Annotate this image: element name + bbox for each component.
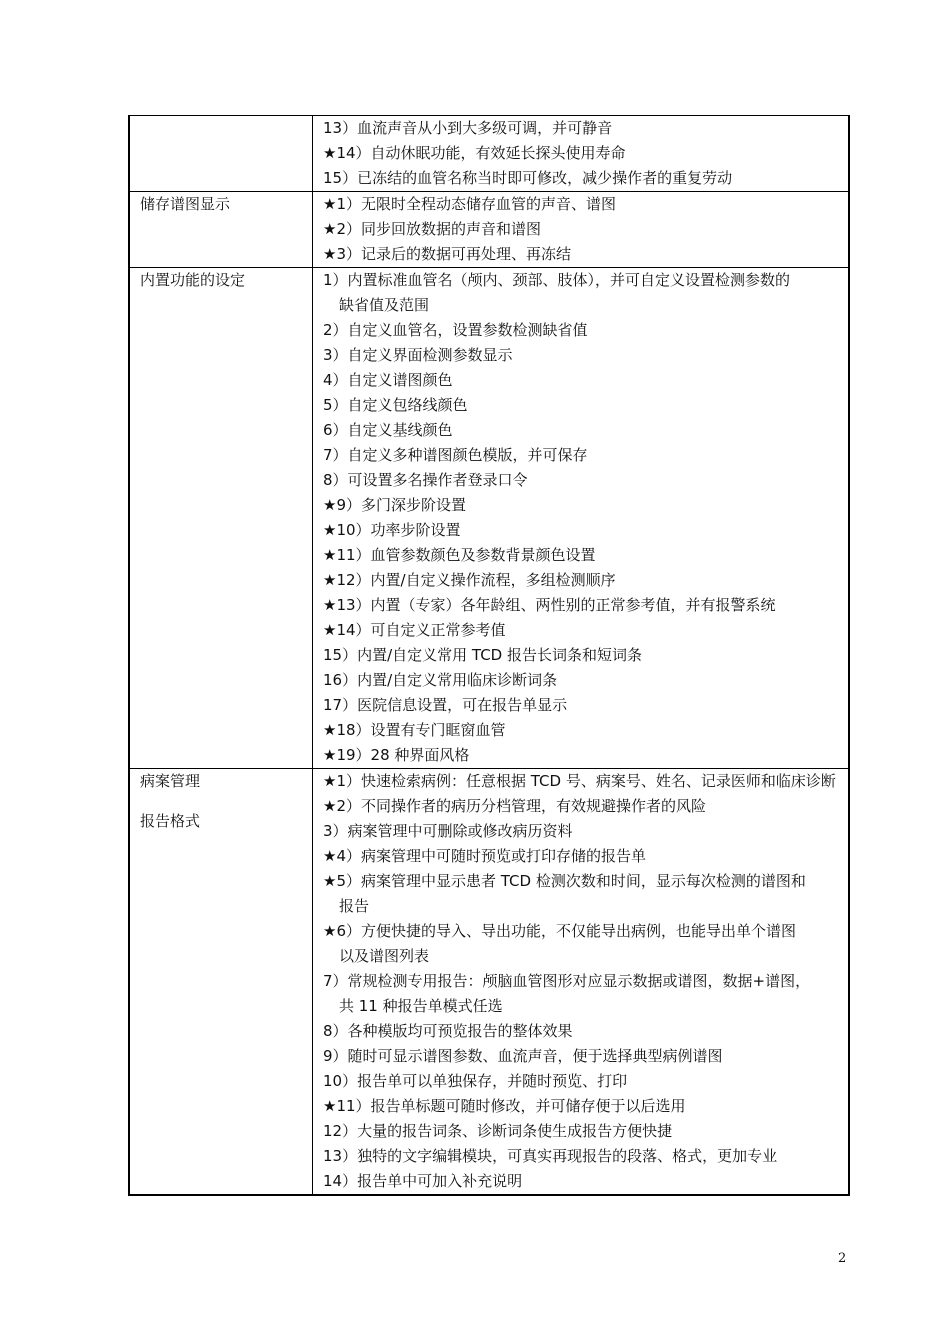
- feature-item: [323, 568, 842, 593]
- table-row: [129, 769, 849, 1196]
- row-category-cell: [129, 769, 313, 1196]
- feature-item-continuation: 缺省值及范围: [339, 296, 430, 314]
- spec-table-body: [129, 116, 849, 1196]
- feature-item: [323, 543, 842, 568]
- feature-item-text: ★4）病案管理中可随时预览或打印存储的报告单: [323, 847, 646, 865]
- feature-item-text: 5）自定义包络线颜色: [323, 396, 468, 414]
- row-items-cell: [313, 268, 850, 769]
- spec-table: [128, 115, 850, 1196]
- feature-item: [323, 217, 842, 242]
- row-category-label: 报告格式: [140, 812, 201, 830]
- row-items-cell: [313, 116, 850, 192]
- feature-item-text: 3）自定义界面检测参数显示: [323, 346, 513, 364]
- feature-item: [323, 343, 842, 368]
- feature-item-text: 15）已冻结的血管名称当时即可修改，减少操作者的重复劳动: [323, 169, 733, 187]
- feature-item: [323, 643, 842, 668]
- feature-item: [323, 844, 842, 869]
- feature-item: [323, 718, 842, 743]
- feature-item-text: 8）各种模版均可预览报告的整体效果: [323, 1022, 573, 1040]
- feature-item: [323, 166, 842, 191]
- feature-item-text: 1）内置标准血管名（颅内、颈部、肢体），并可自定义设置检测参数的: [323, 271, 791, 289]
- feature-item-text: 14）报告单中可加入补充说明: [323, 1172, 523, 1190]
- feature-item: [323, 318, 842, 343]
- row-items-cell: [313, 769, 850, 1196]
- feature-item-text: ★2）同步回放数据的声音和谱图: [323, 220, 541, 238]
- feature-item-text: ★9）多门深步阶设置: [323, 496, 466, 514]
- feature-item: [323, 743, 842, 768]
- feature-item-text: 10）报告单可以单独保存，并随时预览、打印: [323, 1072, 628, 1090]
- feature-item-text: 3）病案管理中可删除或修改病历资料: [323, 822, 573, 840]
- feature-item-text: 16）内置/自定义常用临床诊断词条: [323, 671, 558, 689]
- feature-item: [323, 443, 842, 468]
- feature-item-text: 6）自定义基线颜色: [323, 421, 453, 439]
- feature-item: [323, 393, 842, 418]
- feature-item: [323, 668, 842, 693]
- feature-item: [323, 1094, 842, 1119]
- feature-item-text: ★11）报告单标题可随时修改，并可储存便于以后选用: [323, 1097, 686, 1115]
- feature-item: [323, 769, 842, 794]
- feature-item-text: 13）独特的文字编辑模块，可真实再现报告的段落、格式，更加专业: [323, 1147, 778, 1165]
- row-category-cell: [129, 192, 313, 268]
- feature-item-text: 9）随时可显示谱图参数、血流声音，便于选择典型病例谱图: [323, 1047, 723, 1065]
- feature-item: [323, 242, 842, 267]
- feature-item: [323, 693, 842, 718]
- page-number: 2: [838, 1251, 847, 1266]
- feature-item: [323, 468, 842, 493]
- row-category-cell: [129, 116, 313, 192]
- feature-item: [323, 1069, 842, 1094]
- feature-item-text: ★5）病案管理中显示患者 TCD 检测次数和时间，显示每次检测的谱图和: [323, 872, 806, 890]
- feature-item-text: ★2）不同操作者的病历分档管理，有效规避操作者的风险: [323, 797, 706, 815]
- row-category-label: 病案管理: [140, 772, 201, 790]
- feature-item-text: 12）大量的报告词条、诊断词条使生成报告方便快捷: [323, 1122, 673, 1140]
- feature-item-text: ★1）无限时全程动态储存血管的声音、谱图: [323, 195, 616, 213]
- feature-item: [323, 969, 842, 1019]
- feature-item: [323, 192, 842, 217]
- feature-item-continuation: 以及谱图列表: [339, 947, 430, 965]
- feature-item: [323, 518, 842, 543]
- feature-item: [323, 919, 842, 969]
- feature-item-text: ★3）记录后的数据可再处理、再冻结: [323, 245, 571, 263]
- row-category-cell: [129, 268, 313, 769]
- table-row: [129, 268, 849, 769]
- table-row: [129, 192, 849, 268]
- feature-item-text: ★11）血管参数颜色及参数背景颜色设置: [323, 546, 596, 564]
- feature-item-text: 2）自定义血管名，设置参数检测缺省值: [323, 321, 588, 339]
- feature-item: [323, 141, 842, 166]
- feature-item: [323, 116, 842, 141]
- feature-item: [323, 418, 842, 443]
- feature-item: [323, 869, 842, 919]
- row-category-label: 储存谱图显示: [140, 195, 231, 213]
- feature-item: [323, 268, 842, 318]
- feature-item-text: ★18）设置有专门眶窗血管: [323, 721, 506, 739]
- row-category-label: 内置功能的设定: [140, 271, 246, 289]
- feature-item: [323, 618, 842, 643]
- feature-item-text: ★14）可自定义正常参考值: [323, 621, 506, 639]
- feature-item-text: ★14）自动休眠功能，有效延长探头使用寿命: [323, 144, 626, 162]
- feature-item: [323, 819, 842, 844]
- feature-item: [323, 1119, 842, 1144]
- feature-item: [323, 1044, 842, 1069]
- feature-item-text: ★12）内置/自定义操作流程，多组检测顺序: [323, 571, 616, 589]
- feature-item-text: 4）自定义谱图颜色: [323, 371, 453, 389]
- feature-item: [323, 1169, 842, 1194]
- feature-item: [323, 1144, 842, 1169]
- feature-item: [323, 368, 842, 393]
- feature-item: [323, 593, 842, 618]
- feature-item: [323, 794, 842, 819]
- feature-item-text: ★1）快速检索病例：任意根据 TCD 号、病案号、姓名、记录医师和临床诊断: [323, 772, 836, 790]
- feature-item: [323, 1019, 842, 1044]
- feature-item-text: 7）常规检测专用报告：颅脑血管图形对应显示数据或谱图，数据+谱图，: [323, 972, 811, 990]
- feature-item-text: 7）自定义多种谱图颜色模版，并可保存: [323, 446, 588, 464]
- row-items-cell: [313, 192, 850, 268]
- feature-item-text: ★19）28 种界面风格: [323, 746, 470, 764]
- feature-item-continuation: 共 11 种报告单模式任选: [339, 997, 503, 1015]
- table-row: [129, 116, 849, 192]
- feature-item-text: ★6）方便快捷的导入、导出功能，不仅能导出病例，也能导出单个谱图: [323, 922, 796, 940]
- feature-item: [323, 493, 842, 518]
- feature-item-text: 17）医院信息设置，可在报告单显示: [323, 696, 568, 714]
- feature-item-text: ★13）内置（专家）各年龄组、两性别的正常参考值，并有报警系统: [323, 596, 776, 614]
- feature-item-text: ★10）功率步阶设置: [323, 521, 461, 539]
- feature-item-text: 8）可设置多名操作者登录口令: [323, 471, 528, 489]
- feature-item-continuation: 报告: [339, 897, 370, 915]
- feature-item-text: 15）内置/自定义常用 TCD 报告长词条和短词条: [323, 646, 642, 664]
- feature-item-text: 13）血流声音从小到大多级可调，并可静音: [323, 119, 613, 137]
